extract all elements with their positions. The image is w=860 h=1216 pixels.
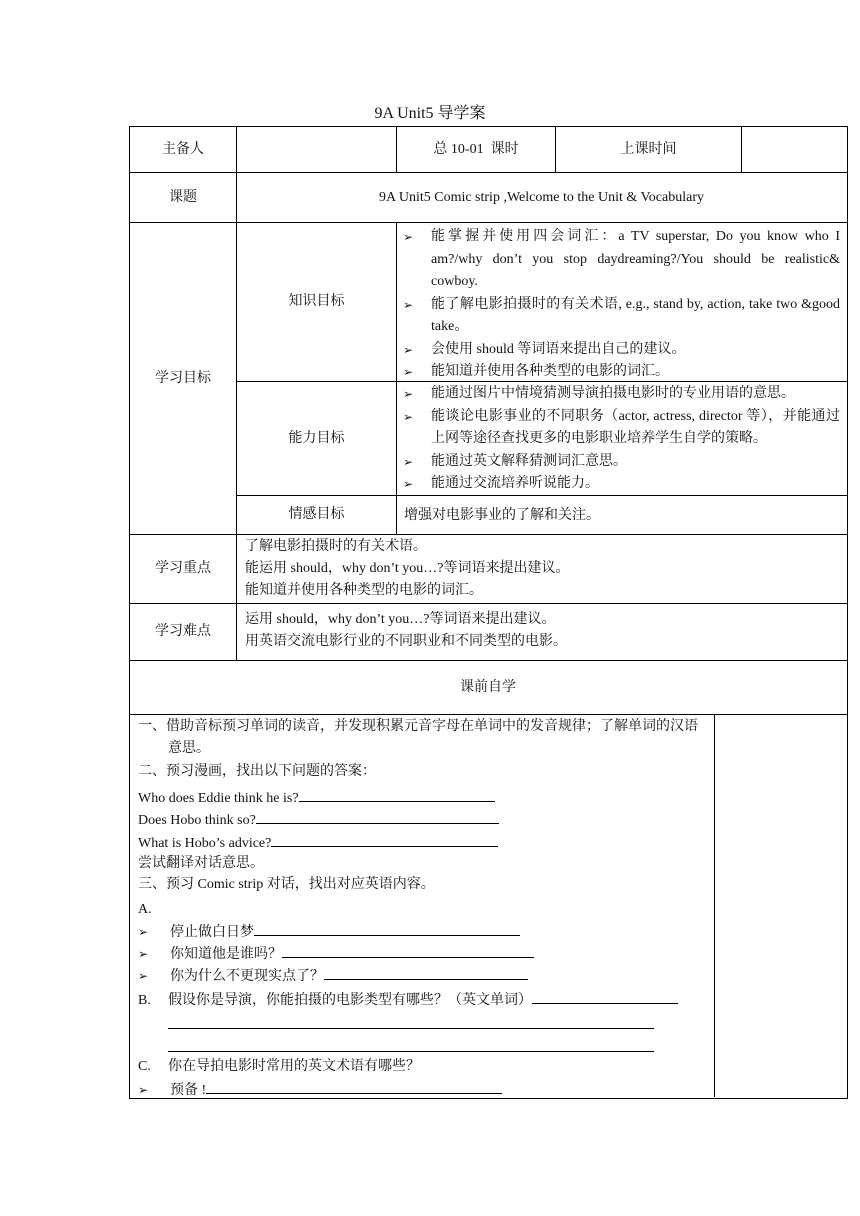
preview-header: 课前自学 — [460, 679, 516, 695]
section-a-item: ➢ 停止做白日梦 — [138, 920, 520, 944]
list-item: ➢ 能了解电影拍摄时的有关术语, e.g., stand by, action, take two &good take。 — [403, 294, 840, 339]
preview-step-2: 二、预习漫画，找出以下问题的答案： — [138, 764, 376, 779]
bullet-icon: ➢ — [403, 477, 414, 491]
emotion-goals-text: 增强对电影事业的了解和关注。 — [404, 508, 600, 523]
list-item: ➢ 能掌握并使用四会词汇：a TV superstar, Do you know who I am?/why don’t you stop daydreaming?/You should be realistic& cowboy. — [403, 226, 840, 294]
topic-label: 课题 — [169, 189, 197, 205]
list-item: ➢ 能通过图片中情境猜测导演拍摄电影时的专业用语的意思。 — [403, 383, 840, 406]
total-lessons-label: 总 10-01 课时 — [433, 141, 519, 157]
knowledge-goals-label: 知识目标 — [288, 294, 345, 309]
question-3: What is Hobo’s advice? — [138, 831, 498, 855]
list-item: ➢ 能通过交流培养听说能力。 — [403, 473, 840, 496]
answer-blank[interactable] — [282, 942, 534, 958]
answer-blank[interactable] — [256, 808, 499, 824]
answer-line[interactable] — [168, 1028, 654, 1029]
difficult-points-label: 学习难点 — [155, 624, 211, 639]
answer-blank[interactable] — [254, 920, 520, 936]
bullet-icon: ➢ — [403, 387, 414, 401]
bullet-icon: ➢ — [138, 925, 149, 939]
answer-blank[interactable] — [299, 786, 495, 802]
bullet-icon: ➢ — [138, 1083, 149, 1097]
ability-goals-list — [403, 383, 840, 496]
section-c: C. 你在导拍电影时常用的英文术语有哪些？ — [138, 1059, 420, 1074]
class-time-label: 上课时间 — [620, 141, 677, 157]
bullet-icon: ➢ — [403, 409, 414, 424]
bullet-icon: ➢ — [403, 297, 414, 312]
list-item: ➢ 会使用 should 等词语来提出自己的建议。 — [403, 339, 840, 362]
answer-line[interactable] — [168, 1051, 654, 1052]
translate-instruction: 尝试翻译对话意思。 — [138, 856, 264, 871]
class-time-value[interactable] — [742, 127, 846, 172]
section-a-label: A. — [138, 902, 152, 917]
difficult-points-text: 运用 should，why don’t you…?等词语来提出建议。 用英语交流电影行业的不同职业和不同类型的电影。 — [245, 612, 567, 649]
lead-value[interactable] — [237, 127, 396, 172]
question-1: Who does Eddie think he is? — [138, 786, 495, 810]
document-title: 9A Unit5 导学案 — [374, 105, 486, 122]
question-2: Does Hobo think so? — [138, 808, 499, 832]
bullet-icon: ➢ — [138, 969, 149, 983]
ability-goals-label: 能力目标 — [288, 430, 345, 446]
preview-step-1: 一、借助音标预习单词的读音，并发现积累元音字母在单词中的发音规律；了解单词的汉语意思。 — [138, 719, 698, 756]
list-item: ➢ 能谈论电影事业的不同职务（actor, actress, director 等），并能通过上网等途径查找更多的电影职业培养学生自学的策略。 — [403, 406, 840, 451]
key-points-label: 学习重点 — [155, 561, 211, 576]
section-a-item: ➢ 你知道他是谁吗？ — [138, 942, 534, 966]
lead-label: 主备人 — [162, 141, 204, 157]
bullet-icon: ➢ — [403, 342, 414, 357]
list-item: ➢ 能通过英文解释猜测词汇意思。 — [403, 451, 840, 474]
emotion-goals-label: 情感目标 — [288, 507, 345, 522]
section-a-item: ➢ 你为什么不更现实点了？ — [138, 964, 528, 988]
section-c-item: ➢ 预备 ! — [138, 1078, 502, 1102]
bullet-icon: ➢ — [403, 454, 414, 469]
key-points-text: 了解电影拍摄时的有关术语。 能运用 should，why don’t you…?等词语来提出建议。 能知道并使用各种类型的电影的词汇。 — [245, 539, 570, 598]
preview-step-3: 三、预习 Comic strip 对话，找出对应英语内容。 — [138, 877, 435, 892]
goals-label: 学习目标 — [155, 370, 211, 386]
answer-blank[interactable] — [206, 1078, 502, 1094]
bullet-icon: ➢ — [403, 365, 414, 379]
bullet-icon: ➢ — [403, 230, 414, 244]
list-item: ➢ 能知道并使用各种类型的电影的词汇。 — [403, 361, 840, 384]
topic-value: 9A Unit5 Comic strip ,Welcome to the Unit & Vocabulary — [379, 189, 704, 205]
answer-blank[interactable] — [532, 988, 678, 1004]
answer-blank[interactable] — [324, 964, 528, 980]
knowledge-goals-list — [403, 226, 840, 384]
answer-blank[interactable] — [271, 831, 498, 847]
bullet-icon: ➢ — [138, 947, 149, 961]
section-b: B. 假设你是导演，你能拍摄的电影类型有哪些？（英文单词） — [138, 988, 678, 1012]
